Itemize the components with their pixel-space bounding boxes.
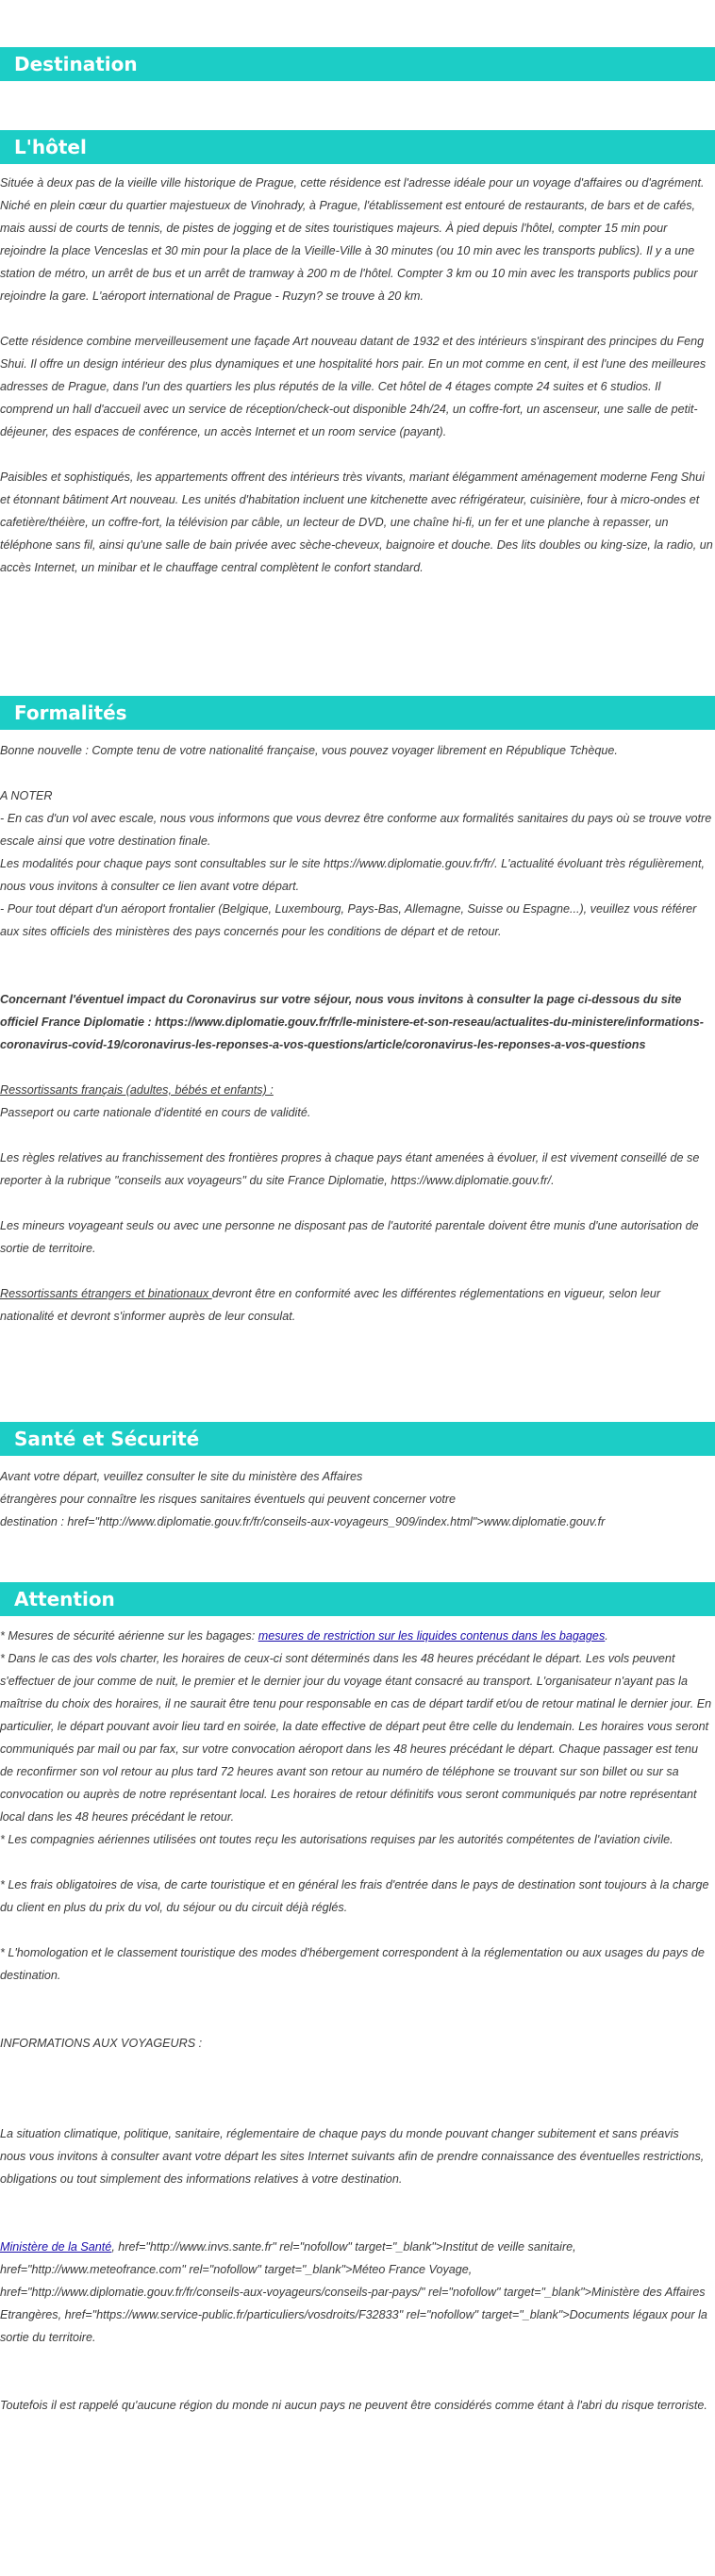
- official-sites-text: , href="http://www.invs.sante.fr" rel="nofollow" target="_blank">Institut de veille sanitaire, href="http://www.meteofrance.com" rel="nofollow" target="_blank">Méteo France Voyage, href="http://www.diplomatie.gouv.fr/fr/conseils-aux-voyageurs/conseils-par-pays/" rel="nofollow" target="_blank">Ministère des Affaires Etrangères, href="https://www.service-public.fr/particuliers/vosdroits/F32833" rel="nofollow" target="_blank">Documents légaux pour la sortie du territoire.: [0, 2240, 707, 2344]
- baggage-security-suffix: .: [605, 1629, 608, 1643]
- baggage-security-label: * Mesures de sécurité aérienne sur les bagages:: [0, 1629, 258, 1643]
- baggage-security: [0, 1625, 713, 1647]
- charter-flights: * Dans le cas des vols charter, les horaires de ceux-ci sont déterminés dans les 48 heures précédant le départ. Les vols peuvent s'effectuer de jour comme de nuit, le premier et le dernier jour du voyage étant consacré au transport. L'organisateur n'ayant pas la maîtrise du choix des horaires, il ne saurait être tenu pour responsable en cas de départ tardif et/ou de retour matinal le dernier jour. En particulier, le départ pouvant avoir lieu tard en soirée, la date effective de départ peut être celle du lendemain. Les horaires vous seront communiqués par mail ou par fax, sur votre convocation aéroport dans les 48 heures précédant le départ. Chaque passager est tenu de reconfirmer son vol retour au plus tard 72 heures avant son retour au numéro de téléphone se trouvant sur son billet ou sur sa convocation ou auprès de notre représentant local. Les horaires de retour définitifs vous seront communiqués par notre représentant local dans les 48 heures précédant le retour.: [0, 1652, 712, 1824]
- traveller-info-title: INFORMATIONS AUX VOYAGEURS :: [0, 2037, 203, 2050]
- section-header-attention: Attention: [0, 1582, 715, 1616]
- sante-content: [0, 1465, 713, 1533]
- situation-advice: nous vous invitons à consulter avant votre départ les sites Internet suivants afin de prendre connaissance des éventuelles restrictions, obligations ou tout simplement des informations relatives à votre destination.: [0, 2150, 705, 2186]
- anoter-modalites: Les modalités pour chaque pays sont consultables sur le site https://www.diplomatie.gouv.fr/fr/. L'actualité évoluant très régulièrement, nous vous invitons à consulter ce lien avant votre départ.: [0, 857, 705, 893]
- french-nationals-title: Ressortissants français (adultes, bébés et enfants) :: [0, 1083, 274, 1097]
- coronavirus-notice: Concernant l'éventuel impact du Coronavirus sur votre séjour, nous vous invitons à consulter la page ci-dessous du site officiel France Diplomatie : https://www.diplomatie.gouv.fr/fr/le-ministere-et-son-reseau/actualites-du-ministere/informations-coronavirus-covid-19/coronavirus-les-reponses-a-vos-questions/article/coronavirus-les-reponses-a-vos-questions: [0, 993, 704, 1051]
- section-header-destination: Destination: [0, 47, 715, 81]
- accommodation-rating: * L'homologation et le classement touristique des modes d'hébergement correspondent à la réglementation ou aux usages du pays de destination.: [0, 1946, 705, 1982]
- anoter-escale: - En cas d'un vol avec escale, nous vous informons que vous devrez être conforme aux formalités sanitaires du pays où se trouve votre escale ainsi que votre destination finale.: [0, 812, 712, 848]
- official-sites: [0, 2236, 713, 2349]
- ministry-health-link[interactable]: Ministère de la Santé: [0, 2240, 112, 2254]
- anoter-frontalier: - Pour tout départ d'un aéroport frontalier (Belgique, Luxembourg, Pays-Bas, Allemagne, Suisse ou Espagne...), veuillez vous référer aux sites officiels des ministères des pays concernés pour les conditions de départ et de retour.: [0, 902, 697, 938]
- anoter-title: A NOTER: [0, 789, 53, 802]
- french-nationals-docs: Passeport ou carte nationale d'identité en cours de validité.: [0, 1106, 311, 1119]
- attention-content: [0, 1625, 713, 2417]
- hotel-description: [0, 172, 713, 579]
- hotel-paragraph-rooms: Paisibles et sophistiqués, les appartements offrent des intérieurs très vivants, mariant élégamment aménagement moderne Feng Shui et étonnant bâtiment Art nouveau. Les unités d'habitation incluent une kitchenette avec réfrigérateur, cuisinière, four à micro-ondes et cafetière/théière, un coffre-fort, la télévision par câble, un lecteur de DVD, une chaîne hi-fi, un fer et une planche à repasser, un téléphone sans fil, ainsi qu'une salle de bain privée avec sèche-cheveux, baignoire et douche. Des lits doubles ou king-size, la radio, un accès Internet, un minibar et le chauffage central complètent le confort standard.: [0, 471, 713, 574]
- sante-line-1: Avant votre départ, veuillez consulter le site du ministère des Affaires: [0, 1470, 363, 1483]
- section-header-formalites: Formalités: [0, 696, 715, 730]
- minors-rules: Les mineurs voyageant seuls ou avec une personne ne disposant pas de l'autorité parentale doivent être munis d'une autorisation de sortie de territoire.: [0, 1219, 699, 1255]
- formalites-intro: Bonne nouvelle : Compte tenu de votre nationalité française, vous pouvez voyager librement en République Tchèque.: [0, 744, 618, 757]
- sante-line-3: destination : href="http://www.diplomatie.gouv.fr/fr/conseils-aux-voyageurs_909/index.html">www.diplomatie.gouv.fr: [0, 1515, 606, 1528]
- mandatory-fees: * Les frais obligatoires de visa, de carte touristique et en général les frais d'entrée dans le pays de destination sont toujours à la charge du client en plus du prix du vol, du séjour ou du circuit déjà réglés.: [0, 1878, 709, 1914]
- situation-warning: La situation climatique, politique, sanitaire, réglementaire de chaque pays du monde pouvant changer subitement et sans préavis: [0, 2127, 679, 2140]
- hotel-paragraph-location: Située à deux pas de la vieille ville historique de Prague, cette résidence est l'adresse idéale pour un voyage d'affaires ou d'agrément. Niché en plein cœur du quartier majestueux de Vinohrady, à Prague, l'établissement est entouré de restaurants, de bars et de cafés, mais aussi de courts de tennis, de pistes de jogging et de sites touristiques majeurs. À pied depuis l'hôtel, compter 15 min pour rejoindre la place Venceslas et 30 min pour la place de la Vieille-Ville à 30 minutes (ou 10 min avec les transports publics). Il y a une station de métro, un arrêt de bus et un arrêt de tramway à 200 m de l'hôtel. Compter 3 km ou 10 min avec les transports publics pour rejoindre la gare. L'aéroport international de Prague - Ruzyn? se trouve à 20 km.: [0, 176, 705, 303]
- section-header-hotel: L'hôtel: [0, 130, 715, 164]
- formalites-content: [0, 739, 713, 1328]
- liquids-restriction-link[interactable]: mesures de restriction sur les liquides contenus dans les bagages: [258, 1629, 606, 1643]
- foreign-nationals: [0, 1282, 713, 1328]
- foreign-nationals-title: Ressortissants étrangers et binationaux: [0, 1287, 212, 1300]
- hotel-paragraph-building: Cette résidence combine merveilleusement une façade Art nouveau datant de 1932 et des intérieurs s'inspirant des principes du Feng Shui. Il offre un design intérieur des plus dynamiques et une hospitalité hors pair. En un mot comme en cent, il est l'une des meilleures adresses de Prague, dans l'un des quartiers les plus réputés de la ville. Cet hôtel de 4 étages compte 24 suites et 6 studios. Il comprend un hall d'accueil avec un service de réception/check-out disponible 24h/24, un coffre-fort, un ascenseur, une salle de petit-déjeuner, des espaces de conférence, un accès Internet et un room service (payant).: [0, 335, 707, 438]
- section-header-sante: Santé et Sécurité: [0, 1422, 715, 1456]
- foreign-nationals-text: devront être en conformité avec les différentes réglementations en vigueur, selon leur nationalité et devront s'informer auprès de leur consulat.: [0, 1287, 661, 1323]
- terrorism-warning: Toutefois il est rappelé qu'aucune région du monde ni aucun pays ne peuvent être considérés comme étant à l'abri du risque terroriste.: [0, 2399, 707, 2412]
- airlines-authorization: * Les compagnies aériennes utilisées ont toutes reçu les autorisations requises par les autorités compétentes de l'aviation civile.: [0, 1833, 673, 1846]
- border-rules: Les règles relatives au franchissement des frontières propres à chaque pays étant amenées à évoluer, il est vivement conseillé de se reporter à la rubrique "conseils aux voyageurs" du site France Diplomatie, https://www.diplomatie.gouv.fr/.: [0, 1151, 700, 1187]
- sante-line-2: étrangères pour connaître les risques sanitaires éventuels qui peuvent concerner votre: [0, 1493, 457, 1506]
